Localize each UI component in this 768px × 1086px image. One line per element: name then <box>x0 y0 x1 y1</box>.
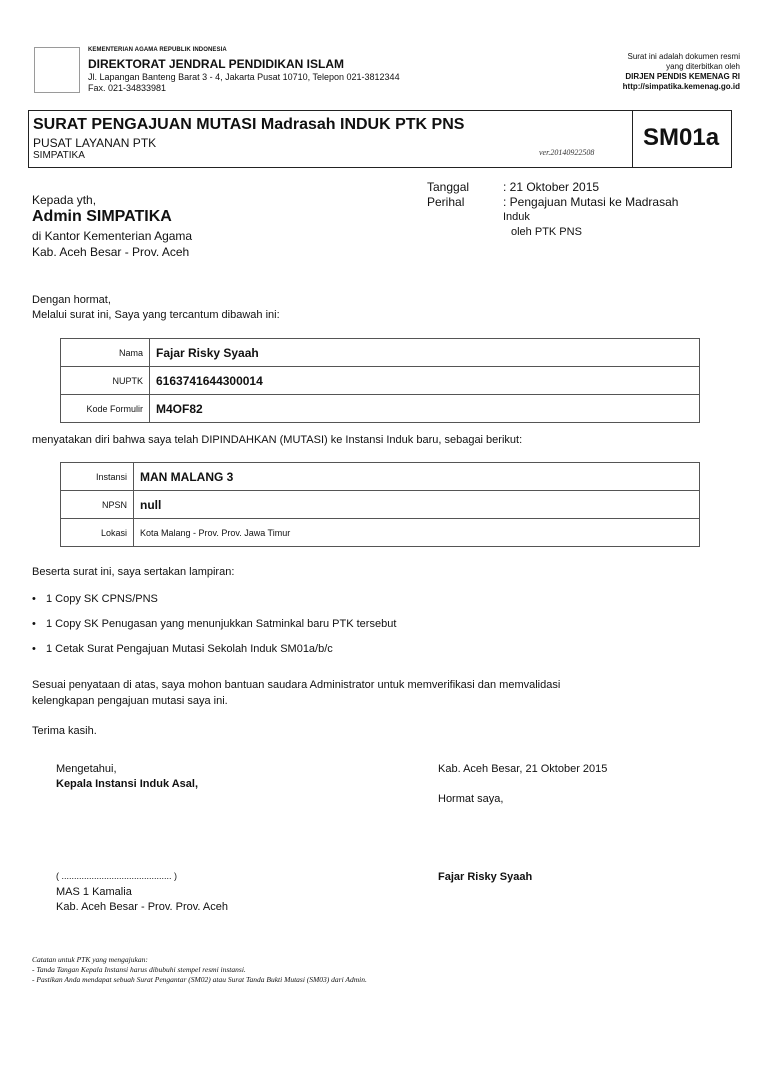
system-name: SIMPATIKA <box>33 150 85 161</box>
table-row <box>61 395 700 423</box>
notes-line2: - Pastikan Anda mendapat sebuah Surat Pengantar (SM02) atau Surat Tanda Bukti Mutasi (SM03) dari Admin. <box>32 975 367 984</box>
subject-label: Perihal <box>427 195 465 209</box>
bullet-icon: • <box>32 593 36 605</box>
right-note-line4: http://simpatika.kemenag.go.id <box>622 82 740 91</box>
head-institution: MAS 1 Kamalia <box>56 886 132 898</box>
salutation: Dengan hormat, <box>32 294 111 306</box>
address-line: Jl. Lapangan Banteng Barat 3 - 4, Jakarta Pusat 10710, Telepon 021-3812344 <box>88 72 400 82</box>
closing-line2: kelengkapan pengajuan mutasi saya ini. <box>32 695 228 707</box>
list-item <box>32 642 396 667</box>
date-label: Tanggal <box>427 180 470 194</box>
attachments-intro: Beserta surat ini, saya sertakan lampiran: <box>32 566 235 578</box>
transfer-statement: menyatakan diri bahwa saya telah DIPINDAHKAN (MUTASI) ke Instansi Induk baru, sebagai berikut: <box>32 434 523 446</box>
recipient-region: Kab. Aceh Besar - Prov. Aceh <box>32 245 190 259</box>
attachments-list <box>32 592 396 667</box>
attachment-text: 1 Copy SK CPNS/PNS <box>46 593 158 605</box>
title-separator <box>632 111 633 167</box>
intro-text: Melalui surat ini, Saya yang tercantum dibawah ini: <box>32 309 280 321</box>
npsn-value: null <box>134 491 700 519</box>
regards-label: Hormat saya, <box>438 793 504 805</box>
attachment-text: 1 Cetak Surat Pengajuan Mutasi Sekolah Induk SM01a/b/c <box>46 643 333 655</box>
fax-line: Fax. 021-34833981 <box>88 83 167 93</box>
applicant-name: Fajar Risky Syaah <box>438 871 533 883</box>
right-note-line1: Surat ini adalah dokumen resmi <box>627 52 740 61</box>
recipient-greeting: Kepada yth, <box>32 193 97 207</box>
recipient-place: di Kantor Kementerian Agama <box>32 229 193 243</box>
table-row <box>61 339 700 367</box>
form-code-label: Kode Formulir <box>61 395 150 423</box>
place-date: Kab. Aceh Besar, 21 Oktober 2015 <box>438 763 608 775</box>
title-box <box>28 110 732 168</box>
letter-title: SURAT PENGAJUAN MUTASI Madrasah INDUK PTK PNS <box>33 116 465 133</box>
closing-line1: Sesuai penyataan di atas, saya mohon bantuan saudara Administrator untuk memverifikasi dan memvalidasi <box>32 679 561 691</box>
nuptk-value: 6163741644300014 <box>150 367 700 395</box>
table-row <box>61 463 700 491</box>
institution-table <box>60 462 700 547</box>
right-note-line3: DIRJEN PENDIS KEMENAG RI <box>625 72 740 81</box>
table-row <box>61 491 700 519</box>
npsn-label: NPSN <box>61 491 134 519</box>
list-item <box>32 617 396 642</box>
notes-line1: - Tanda Tangan Kepala Instansi harus dibubuhi stempel resmi instansi. <box>32 965 246 974</box>
form-code: SM01a <box>643 124 720 151</box>
location-label: Lokasi <box>61 519 134 547</box>
name-label: Nama <box>61 339 150 367</box>
table-row <box>61 519 700 547</box>
acknowledged-label: Mengetahui, <box>56 763 117 775</box>
date-value: : 21 Oktober 2015 <box>503 180 600 194</box>
thanks-text: Terima kasih. <box>32 725 97 737</box>
form-code-value: M4OF82 <box>150 395 700 423</box>
ministry-logo-placeholder <box>34 47 80 93</box>
institution-value: MAN MALANG 3 <box>134 463 700 491</box>
bullet-icon: • <box>32 618 36 630</box>
notes-section <box>32 955 732 985</box>
directorate-name: DIREKTORAT JENDRAL PENDIDIKAN ISLAM <box>88 57 345 71</box>
bullet-icon: • <box>32 643 36 655</box>
signature-blank: ( ............................................ ) <box>56 871 178 881</box>
institution-label: Instansi <box>61 463 134 491</box>
list-item <box>32 592 396 617</box>
header-right-note <box>520 52 740 92</box>
subject-line1: : Pengajuan Mutasi ke Madrasah <box>503 195 679 209</box>
recipient-name: Admin SIMPATIKA <box>32 208 172 225</box>
location-value: Kota Malang - Prov. Prov. Jawa Timur <box>134 519 700 547</box>
right-note-line2: yang diterbitkan oleh <box>666 62 740 71</box>
name-value: Fajar Risky Syaah <box>150 339 700 367</box>
table-row <box>61 367 700 395</box>
version-label: ver.20140922508 <box>539 148 595 157</box>
subject-line3: oleh PTK PNS <box>511 226 582 238</box>
person-table <box>60 338 700 423</box>
head-region: Kab. Aceh Besar - Prov. Prov. Aceh <box>56 901 229 913</box>
attachment-text: 1 Copy SK Penugasan yang menunjukkan Satminkal baru PTK tersebut <box>46 618 397 630</box>
nuptk-label: NUPTK <box>61 367 150 395</box>
head-title: Kepala Instansi Induk Asal, <box>56 778 199 790</box>
service-center: PUSAT LAYANAN PTK <box>33 136 157 150</box>
notes-title: Catatan untuk PTK yang mengajukan: <box>32 955 148 964</box>
subject-line2: Induk <box>503 211 530 223</box>
ministry-name: KEMENTERIAN AGAMA REPUBLIK INDONESIA <box>88 47 227 53</box>
